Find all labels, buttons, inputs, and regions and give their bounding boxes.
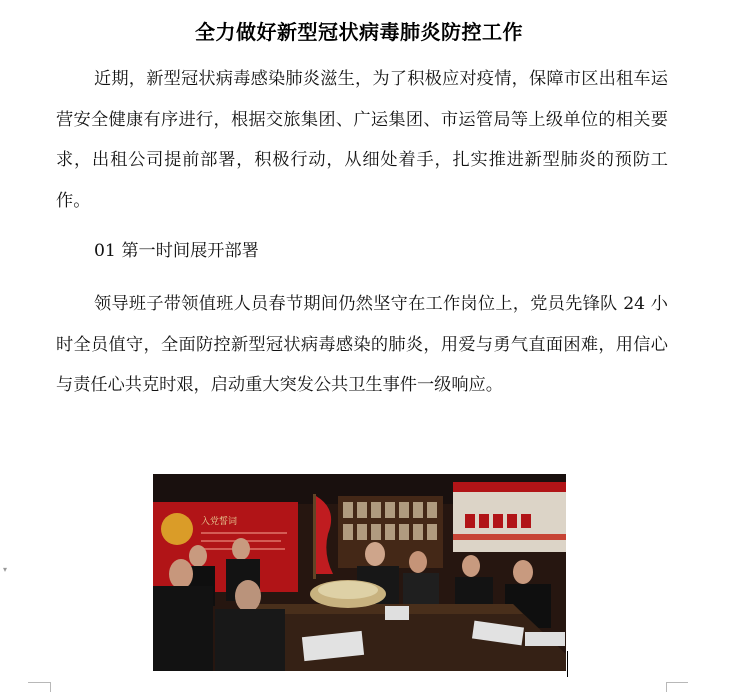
wall-sign-text: 入党誓词: [201, 517, 238, 527]
page-corner-mark-left-v: [50, 682, 51, 692]
meeting-photo: [153, 474, 566, 671]
section-heading: 01 第一时间展开部署: [94, 241, 259, 261]
paragraph-deployment: 领导班子带领值班人员春节期间仍然坚守在工作岗位上，党员先锋队 24 小时全员值守，全面防控新型冠状病毒感染的肺炎，用爱与勇气直面困难，用信心与责任心共克时艰，启动重大突发公共卫生事件一级响应。: [56, 294, 668, 395]
page-corner-mark-right: [666, 682, 688, 691]
document-title: 全力做好新型冠状病毒肺炎防控工作: [195, 20, 523, 44]
margin-marker-icon: ▾: [3, 565, 8, 574]
paragraph-intro: 近期，新型冠状病毒感染肺炎滋生，为了积极应对疫情，保障市区出租车运营安全健康有序进行，根据交旅集团、广运集团、市运管局等上级单位的相关要求，出租公司提前部署，积极行动，从细处着手，扎实推进新型肺炎的预防工作。: [56, 69, 668, 211]
page-corner-mark-right-v: [666, 682, 667, 692]
page-corner-mark-left: [28, 682, 50, 691]
text-cursor: [567, 651, 568, 677]
